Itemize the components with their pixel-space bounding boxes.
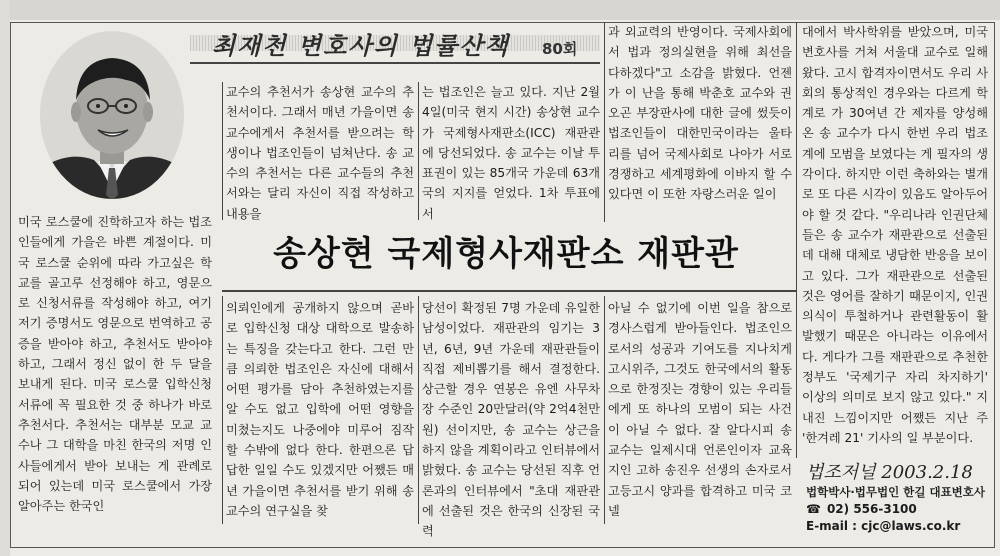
author-email: E-mail : cjc@laws.co.kr bbox=[806, 519, 961, 533]
author-title: 법학박사·법무법인 한길 대표변호사 bbox=[806, 485, 986, 499]
column-divider-3 bbox=[604, 22, 605, 222]
author-portrait bbox=[38, 30, 186, 200]
scan-edge-top bbox=[0, 0, 1000, 20]
episode-number: 80회 bbox=[542, 40, 578, 58]
article-column-4-top: 과 외교력의 반영이다. 국제사회에서 법과 정의실현을 위해 최선을 다하겠다"고 소감을 밝혔다. 언젠가 이 난을 통해 박춘호 교수와 권오곤 부장판사에 대한 글에 썼듯이 법조인들이 대한민국이라는 울타리를 넘어 국제사회로 나아가 서로 경쟁하고 세계평화에 이바지 할 수 있다면 이 또한 자랑스러운 일이 bbox=[608, 25, 792, 202]
article-column-4-bottom: 아닐 수 없기에 이번 일을 참으로 경사스럽게 받아들인다. 법조인으로서의 성공과 기여도를 지나치게 고시위주, 그것도 한국에서의 활동으로 한정짓는 경향이 있는 우리들에게 또 하나의 모범이 되는 사건이 아닐 수 없다. 잘 알다시피 송 교수는 일제시대 언론인이자 교육지인 고하 송진우 선생의 손자로서 고등고시 양과를 합격하고 미국 코넬 bbox=[608, 301, 792, 518]
signature-text: 법조저널 2003.2.18 bbox=[806, 462, 973, 483]
article-column-2-top: 교수의 추천서가 송상현 교수의 추천서이다. 그래서 매년 가을이면 송 교수에게서 추천서를 받으려는 학생이나 법조인들이 넘쳐난다. 송 교수의 추천서는 다른 교수들의 추천서와는 달리 자신이 직접 작성하고 내용을 bbox=[226, 85, 414, 221]
column-divider-7 bbox=[604, 296, 605, 524]
column-divider-5 bbox=[222, 296, 223, 524]
author-phone bbox=[806, 501, 985, 518]
handwritten-signature bbox=[806, 458, 986, 484]
column-divider-1 bbox=[222, 82, 223, 220]
article-headline: 송상현 국제형사재판소 재판관 bbox=[273, 234, 739, 274]
column-divider-2 bbox=[418, 82, 419, 220]
phone-icon: ☎ bbox=[806, 502, 821, 516]
article-column-3-top: 는 법조인은 늘고 있다. 지난 2월 4일(미국 현지 시간) 송상현 교수가 국제형사재판소(ICC) 재판관에 당선되었다. 송 교수는 이날 투표권이 있는 85개국 가운데 63개국의 지지를 얻었다. 1차 투표에서 bbox=[422, 85, 600, 221]
column-banner bbox=[190, 24, 600, 64]
series-title: 최재천 변호사의 법률산책 bbox=[212, 31, 510, 60]
article-column-3-bottom: 당선이 확정된 7명 가운데 유일한 남성이었다. 재판관의 임기는 3년, 6년, 9년 가운데 재판관들이 직접 제비뽑기를 해서 결정한다. 상근할 경우 연봉은 유엔 사무차장 수준인 20만달러(약 2억4천만원) 선이지만, 송 교수는 상근을 하지 않을 계획이라고 인터뷰에서 밝혔다. 송 교수는 당선된 직후 언론과의 인터뷰에서 "초대 재판관에 선출된 것은 한국의 신장된 국력 bbox=[422, 301, 600, 539]
author-bio bbox=[806, 484, 985, 535]
scan-edge-left bbox=[0, 0, 10, 556]
article-column-2-bottom: 의뢰인에게 공개하지 않으며 곧바로 입학신청 대상 대학으로 발송하는 특징을 갖는다고 한다. 그런 만큼 의뢰한 법조인은 자신에 대해서 어떤 평가를 담아 추천하였는지를 알 수도 없고 입학에 어떤 영향을 미쳤는지도 나중에야 미루어 짐작할 수밖에 없다 한다. 한편으론 답답한 일일 수도 있겠지만 어쨌든 매년 가을이면 추천서를 받기 위해 송 교수의 연구실을 찾 bbox=[226, 301, 414, 518]
author-phone-number: 02) 556-3100 bbox=[826, 502, 917, 516]
article-column-5: 대에서 박사학위를 받았으며, 미국 변호사를 거쳐 서울대 교수로 일해왔다. 고시 합격자이면서도 우리 사회의 통상적인 경우와는 다르게 학계로 가 30여년 간 제자를 양성해 온 송 교수가 다시 한번 우리 법조계에 모범을 보였다는 게 필자의 생각이다. 하지만 이런 축하와는 별개로 또 다른 시각이 있음도 알아두어야 할 것 같다. "우리나라 인권단체들은 송 교수가 재판관으로 선출된 데 대해 대체로 냉담한 반응을 보이고 있다. 그가 재판관으로 선출된 것은 영어를 잘하기 때문이지, 인권의식이 투철하거나 관련활동이 활발했기 때문은 아니라는 이유에서다. 게다가 그를 재판관으로 추천한 정부도 '국제기구 자리 차지하기' 이상의 의미로 보지 않고 있다." 지내진 느낌이지만 어쨌든 지난 주 '한겨레 21' 기사의 일 부분이다. bbox=[802, 25, 988, 445]
headline-rule bbox=[222, 290, 796, 292]
column-divider-4 bbox=[796, 22, 797, 458]
article-column-1: 미국 로스쿨에 진학하고자 하는 법조인들에게 가을은 바쁜 계절이다. 미국 로스쿨 순위에 따라 가고싶은 학교를 골고루 선정해야 하고, 영문으로 신청서류를 작성해야 하고, 여기 저기 증명서도 영문으로 번역하고 공증을 받아야 하고, 추천서도 받아야 하고, 그래서 정신 없이 한 두 달을 보내게 된다. 미국 로스쿨 입학신청서류에 꼭 필요한 것 중 하나가 바로 추천서다. 추천서는 대부분 모교 교수나 그 대학을 마친 한국의 저명 인사들에게서 받아 보내는 게 관례로 되어 있는데 미국 로스쿨에서 가장 알아주는 한국인 bbox=[18, 215, 212, 514]
column-divider-6 bbox=[418, 296, 419, 524]
banner-rule bbox=[190, 62, 600, 64]
